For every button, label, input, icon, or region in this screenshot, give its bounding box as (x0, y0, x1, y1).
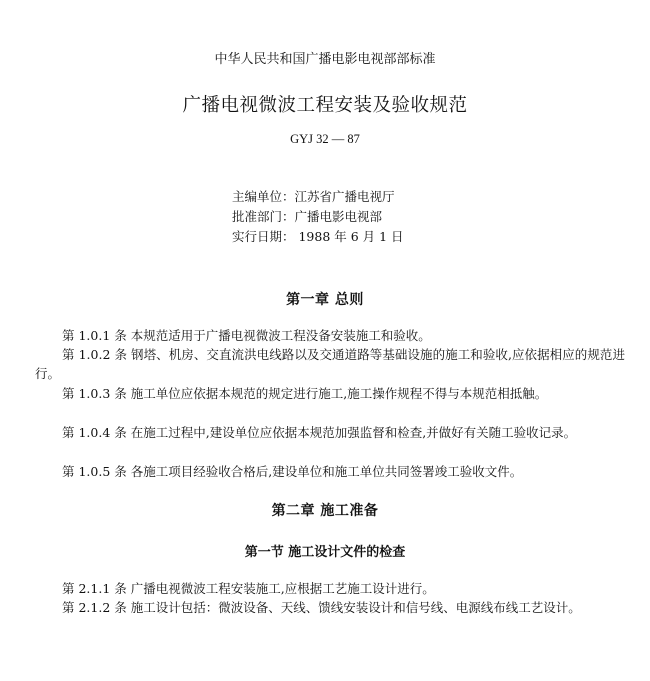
standard-code: GYJ 32 — 87 (290, 132, 360, 146)
article-1-0-2: 第 1.0.2 条 钢塔、机房、交直流洪电线路以及交通道路等基础设施的施工和验收,应依据相应的规范进行。 (35, 347, 625, 381)
issuer-line: 中华人民共和国广播电影电视部部标准 (214, 52, 436, 67)
effective-date: 实行日期： 1988 年 6 月 1 日 (232, 229, 404, 244)
chapter-1-heading: 第一章 总则 (286, 292, 364, 308)
article-1-0-3: 第 1.0.3 条 施工单位应依据本规范的规定进行施工,施工操作规程不得与本规范相抵触。 (62, 386, 548, 401)
editor-unit: 主编单位：江苏省广播电视厅 (232, 189, 395, 204)
article-1-0-4: 第 1.0.4 条 在施工过程中,建设单位应依据本规范加强监督和检查,并做好有关随工验收记录。 (62, 425, 577, 440)
section-1-heading: 第一节 施工设计文件的检查 (244, 545, 406, 560)
article-2-1-1: 第 2.1.1 条 广播电视微波工程安装施工,应根据工艺施工设计进行。 (62, 581, 435, 596)
publication-info (232, 187, 404, 247)
article-1-0-1: 第 1.0.1 条 本规范适用于广播电视微波工程没备安装施工和验收。 (62, 328, 431, 343)
document-title: 广播电视微波工程安装及验收规范 (182, 95, 468, 116)
chapter-2-heading: 第二章 施工准备 (271, 503, 379, 519)
article-1-0-5: 第 1.0.5 条 各施工项目经验收合格后,建设单位和施工单位共同签署竣工验收文件。 (62, 464, 523, 479)
article-2-1-2: 第 2.1.2 条 施工设计包括：微波设备、天线、馈线安装设计和信号线、电源线布线工艺设计。 (62, 600, 581, 615)
approval-department: 批准部门：广播电影电视部 (232, 209, 383, 224)
